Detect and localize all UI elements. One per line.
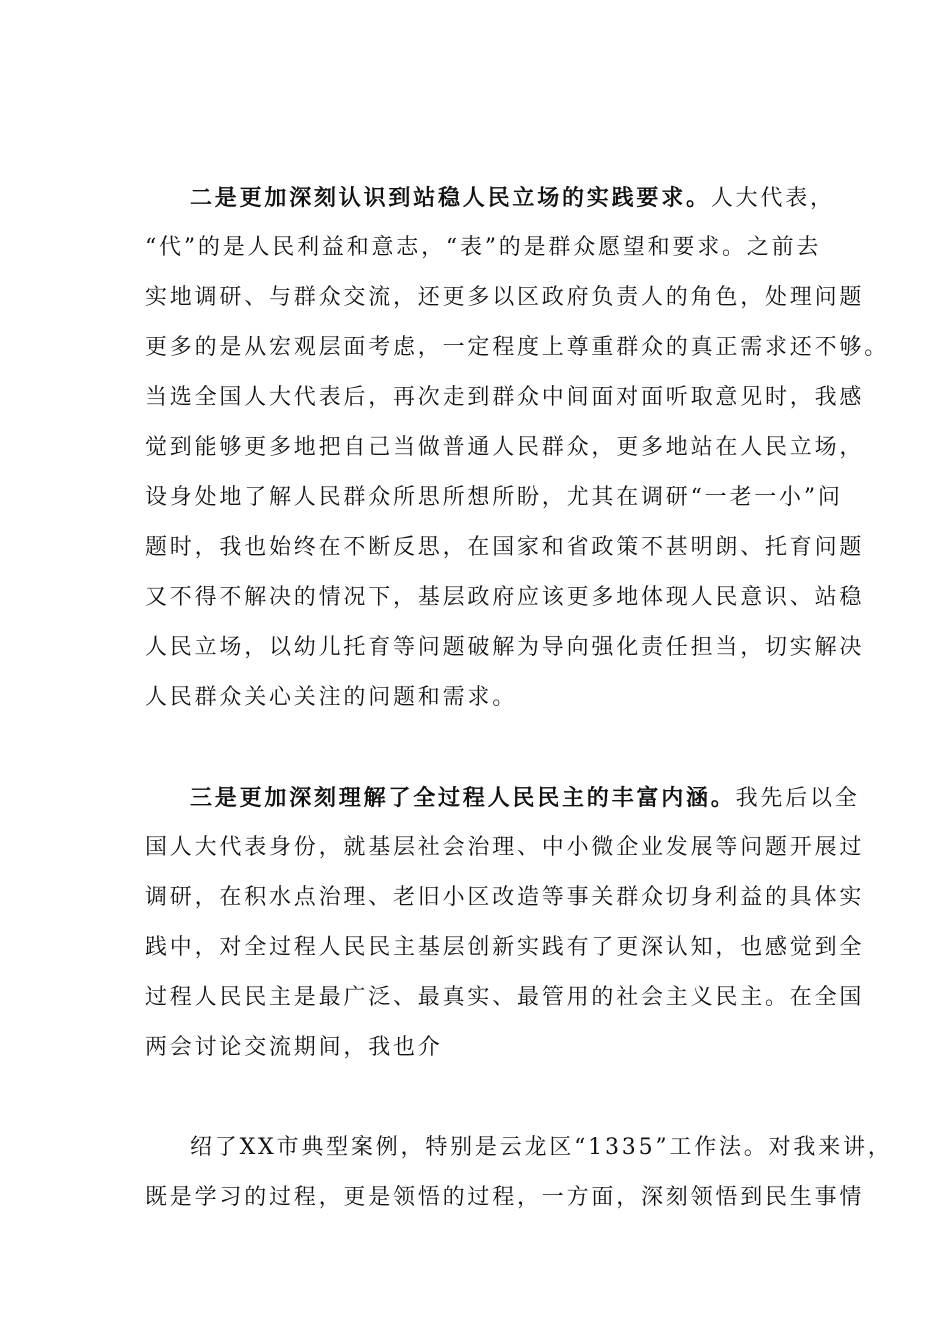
paragraph-1-line-3: 实地调研、与群众交流，还更多以区政府负责人的角色，处理问题 [145,285,865,310]
paragraph-2-heading: 三是更加深刻理解了全过程人民民主的丰富内涵。 [190,785,736,811]
paragraph-2-line-4: 践中，对全过程人民民主基层创新实践有了更深认知，也感觉到全 [145,935,865,960]
paragraph-1-line-8: 题时，我也始终在不断反思，在国家和省政策不甚明朗、托育问题 [145,535,865,560]
paragraph-1-line-11: 人民群众关心关注的问题和需求。 [145,685,518,710]
paragraph-3-line-1: 绍了XX市典型案例，特别是云龙区“1335”工作法。对我来讲， [190,1135,893,1160]
paragraph-1-line-5: 当选全国人大代表后，再次走到群众中间面对面听取意见时，我感 [145,385,865,410]
paragraph-1-line-10: 人民立场，以幼儿托育等问题破解为导向强化责任担当，切实解决 [145,635,865,660]
paragraph-2-line-1 [190,783,860,814]
paragraph-1-line-4: 更多的是从宏观层面考虑，一定程度上尊重群众的真正需求还不够。 [145,335,890,360]
paragraph-1-text: 人大代表， [710,186,835,211]
paragraph-1-line-1 [190,183,835,214]
paragraph-2-line-2: 国人大代表身份，就基层社会治理、中小微企业发展等问题开展过 [145,835,865,860]
paragraph-1-line-2: “代”的是人民利益和意志，“表”的是群众愿望和要求。之前去 [145,235,822,260]
paragraph-3-line-2: 既是学习的过程，更是领悟的过程，一方面，深刻领悟到民生事情 [145,1185,865,1210]
paragraph-1-line-7: 设身处地了解人民群众所思所想所盼，尤其在调研“一老一小”问 [145,485,843,510]
paragraph-2-text: 我先后以全 [735,786,860,811]
paragraph-1-heading: 二是更加深刻认识到站稳人民立场的实践要求。 [190,185,711,211]
paragraph-2-line-5: 过程人民民主是最广泛、最真实、最管用的社会主义民主。在全国 [145,985,865,1010]
paragraph-1-line-9: 又不得不解决的情况下，基层政府应该更多地体现人民意识、站稳 [145,585,865,610]
paragraph-2-line-3: 调研，在积水点治理、老旧小区改造等事关群众切身利益的具体实 [145,885,865,910]
paragraph-1-line-6: 觉到能够更多地把自己当做普通人民群众，更多地站在人民立场， [145,435,865,460]
paragraph-2-line-6: 两会讨论交流期间，我也介 [145,1035,443,1060]
